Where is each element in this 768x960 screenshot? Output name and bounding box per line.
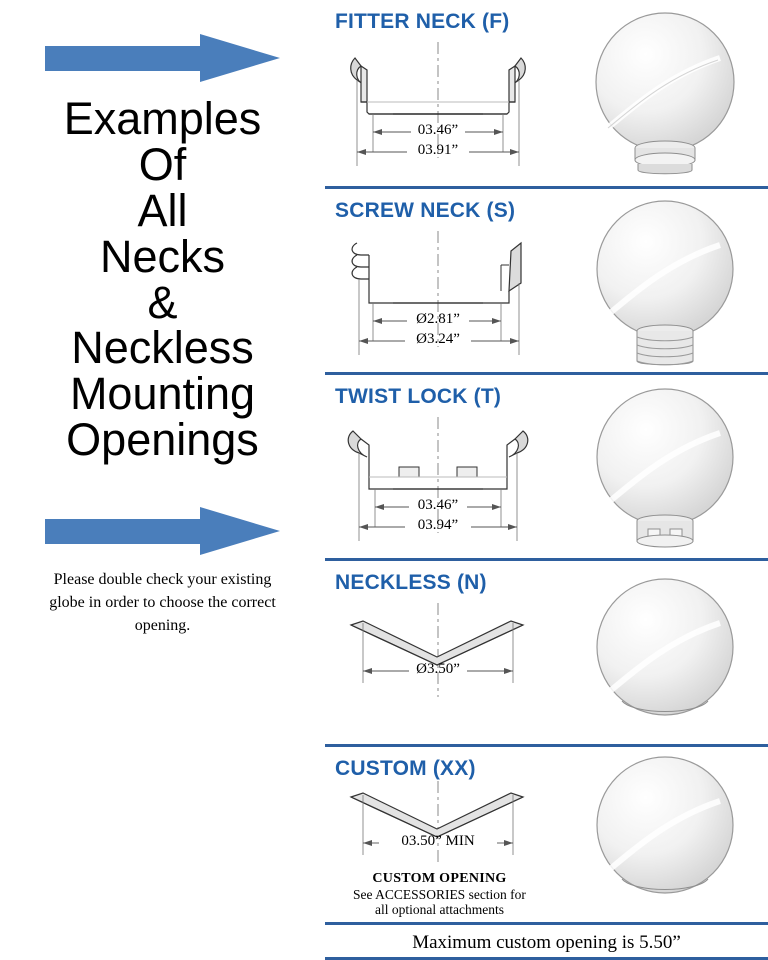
screw-neck-profile-drawing — [333, 229, 543, 369]
list-item — [325, 0, 768, 186]
page-title-line: & — [147, 276, 178, 328]
neck-types-list — [325, 0, 768, 960]
dimension-outer: 03.91” — [417, 142, 459, 158]
list-item — [325, 558, 768, 744]
row-title: FITTER NECK (F) — [335, 10, 510, 33]
row-title: CUSTOM (XX) — [335, 757, 476, 780]
left-panel — [0, 0, 325, 960]
custom-caption-heading: CUSTOM OPENING — [372, 871, 507, 886]
dimension-inner: 03.46” — [417, 497, 459, 513]
blue-arrow-icon — [45, 34, 280, 82]
arrow-top-container — [0, 0, 325, 82]
custom-caption-line: See ACCESSORIES section for — [353, 887, 526, 902]
custom-opening-caption — [337, 871, 542, 917]
row-title: SCREW NECK (S) — [335, 199, 516, 222]
list-item — [325, 744, 768, 934]
fitter-neck-profile-drawing — [333, 40, 543, 180]
dimension-outer: 03.94” — [417, 517, 459, 533]
blue-arrow-icon — [45, 507, 280, 555]
page-title-line: Mounting — [69, 368, 256, 420]
footer-note-text: Maximum custom opening is 5.50” — [412, 931, 681, 953]
page-title-line: Examples — [63, 93, 262, 144]
neckless-globe-illustration — [570, 567, 760, 743]
dimension-inner: Ø2.81” — [416, 311, 460, 327]
twist-lock-profile-drawing — [333, 415, 543, 555]
list-item — [325, 372, 768, 558]
instruction-note: Please double check your existing globe in order to choose the correct opening. — [49, 571, 276, 634]
row-title: NECKLESS (N) — [335, 571, 487, 594]
page-title-line: Openings — [66, 414, 259, 466]
twist-lock-globe-illustration — [570, 381, 760, 557]
page-title-line: Neckless — [71, 322, 254, 374]
list-item — [325, 186, 768, 372]
dimension-outer: Ø3.24” — [416, 331, 460, 347]
screw-neck-globe-illustration — [570, 195, 760, 371]
custom-globe-illustration — [570, 747, 760, 923]
row-title: TWIST LOCK (T) — [335, 385, 502, 408]
dimension-inner: 03.50” MIN — [401, 833, 475, 849]
page-title-line: Necks — [99, 230, 226, 282]
page-title — [13, 93, 313, 466]
page-title-line: Of — [138, 138, 187, 190]
fitter-neck-globe-illustration — [570, 6, 760, 182]
page-title-line: All — [137, 184, 188, 236]
arrow-bottom-container — [0, 473, 325, 555]
dimension-inner: 03.46” — [417, 122, 459, 138]
neckless-profile-drawing — [333, 601, 543, 741]
footer-note — [325, 922, 768, 960]
dimension-inner: Ø3.50” — [416, 661, 460, 677]
custom-caption-line: all optional attachments — [375, 902, 504, 918]
